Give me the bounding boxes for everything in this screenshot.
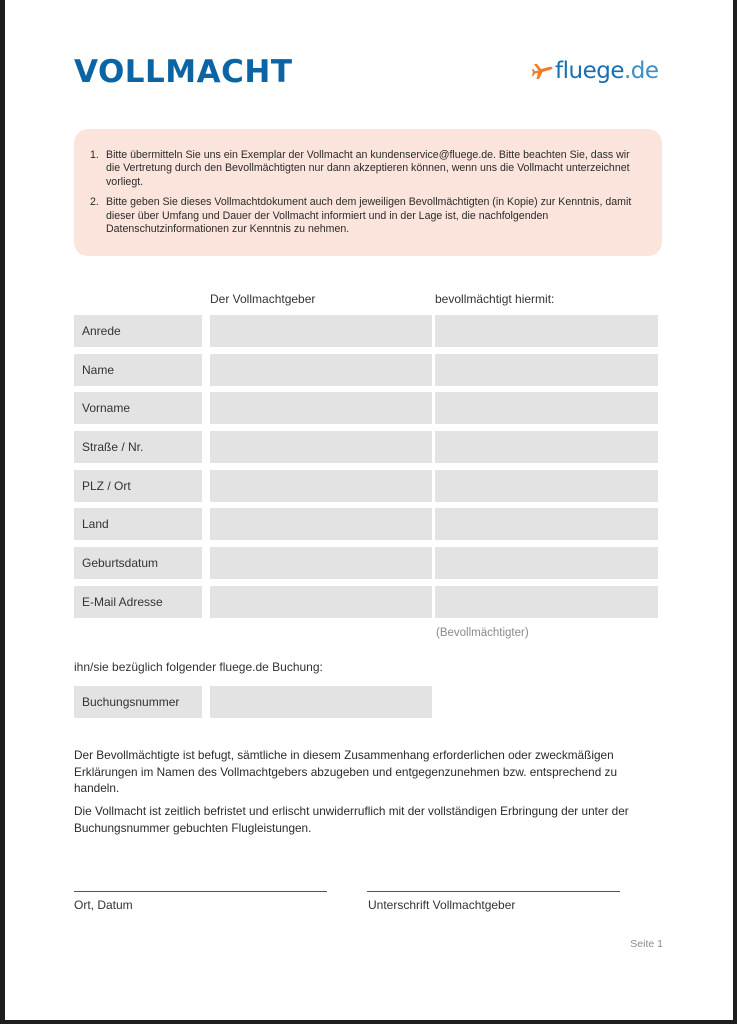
page-number: Seite 1 — [630, 938, 663, 950]
booking-intro: ihn/sie bezüglich folgender fluege.de Buchung: — [74, 660, 323, 674]
instructions-notice — [74, 129, 662, 256]
instruction-item — [90, 149, 642, 189]
proxy-caption: (Bevollmächtigter) — [436, 627, 529, 639]
validity-paragraph: Die Vollmacht ist zeitlich befristet und erlischt unwiderruflich mit der vollständigen Erbringung der unter der Buchungsnummer gebuchten Flugleistungen. — [74, 804, 629, 835]
brand-logo — [532, 54, 659, 88]
proxy-plz-ort-field[interactable] — [435, 470, 658, 502]
signature-label: Unterschrift Vollmachtgeber — [368, 898, 516, 912]
signature-line[interactable] — [367, 891, 620, 892]
instruction-number: 2. — [90, 196, 99, 209]
row-label-geburtsdatum: Geburtsdatum — [74, 547, 202, 579]
instructions-list — [90, 149, 642, 236]
row-label-vorname: Vorname — [74, 392, 202, 424]
authority-paragraph: Der Bevollmächtigte ist befugt, sämtliche in diesem Zusammenhang erforderlichen oder zweckmäßigen Erklärungen im Namen des Vollmachtgebers abzugeben und entgegenzunehmen bzw. entsprechend zu handeln. — [74, 748, 618, 795]
grantor-vorname-field[interactable] — [210, 392, 432, 424]
grantor-email-field[interactable] — [210, 586, 432, 618]
proxy-column-header: bevollmächtigt hiermit: — [435, 292, 555, 306]
proxy-anrede-field[interactable] — [435, 315, 658, 347]
row-label-land: Land — [74, 508, 202, 540]
grantor-name-field[interactable] — [210, 354, 432, 386]
proxy-land-field[interactable] — [435, 508, 658, 540]
instruction-number: 1. — [90, 149, 99, 161]
brand-tld: .de — [623, 58, 659, 84]
grantor-anrede-field[interactable] — [210, 315, 432, 347]
booking-number-field[interactable] — [210, 686, 432, 718]
document-page — [5, 0, 733, 1020]
grantor-plz-ort-field[interactable] — [210, 470, 432, 502]
proxy-strasse-field[interactable] — [435, 431, 658, 463]
row-label-buchungsnummer: Buchungsnummer — [74, 686, 202, 718]
row-label-plz-ort: PLZ / Ort — [74, 470, 202, 502]
instruction-item — [90, 196, 642, 236]
row-label-email: E-Mail Adresse — [74, 586, 202, 618]
proxy-name-field[interactable] — [435, 354, 658, 386]
place-date-line[interactable] — [74, 891, 327, 892]
page-title: VOLLMACHT — [74, 54, 293, 90]
instruction-text: Bitte geben Sie dieses Vollmachtdokument auch dem jeweiligen Bevollmächtigten (in Kopie) zur Kenntnis, damit dieser über Umfang und Dauer der Vollmacht informiert und in der Lage ist, die nachfolgenden Datenschutzinformationen zur Kenntnis zu nehmen. — [106, 196, 632, 236]
row-label-anrede: Anrede — [74, 315, 202, 347]
place-date-label: Ort, Datum — [74, 898, 133, 912]
proxy-vorname-field[interactable] — [435, 392, 658, 424]
grantor-land-field[interactable] — [210, 508, 432, 540]
brand-logo-text — [555, 54, 659, 88]
airplane-icon — [532, 61, 554, 81]
grantor-geburtsdatum-field[interactable] — [210, 547, 432, 579]
grantor-strasse-field[interactable] — [210, 431, 432, 463]
proxy-email-field[interactable] — [435, 586, 658, 618]
row-label-strasse: Straße / Nr. — [74, 431, 202, 463]
instruction-text: Bitte übermitteln Sie uns ein Exemplar der Vollmacht an kundenservice@fluege.de. Bitte beachten Sie, dass wir die Vertretung durch den Bevollmächtigten nur dann akzeptieren können, wenn uns die Vollmacht unterzeichnet vorliegt. — [106, 149, 630, 188]
grantor-column-header: Der Vollmachtgeber — [210, 292, 316, 306]
brand-name: fluege — [555, 58, 624, 84]
row-label-name: Name — [74, 354, 202, 386]
proxy-geburtsdatum-field[interactable] — [435, 547, 658, 579]
